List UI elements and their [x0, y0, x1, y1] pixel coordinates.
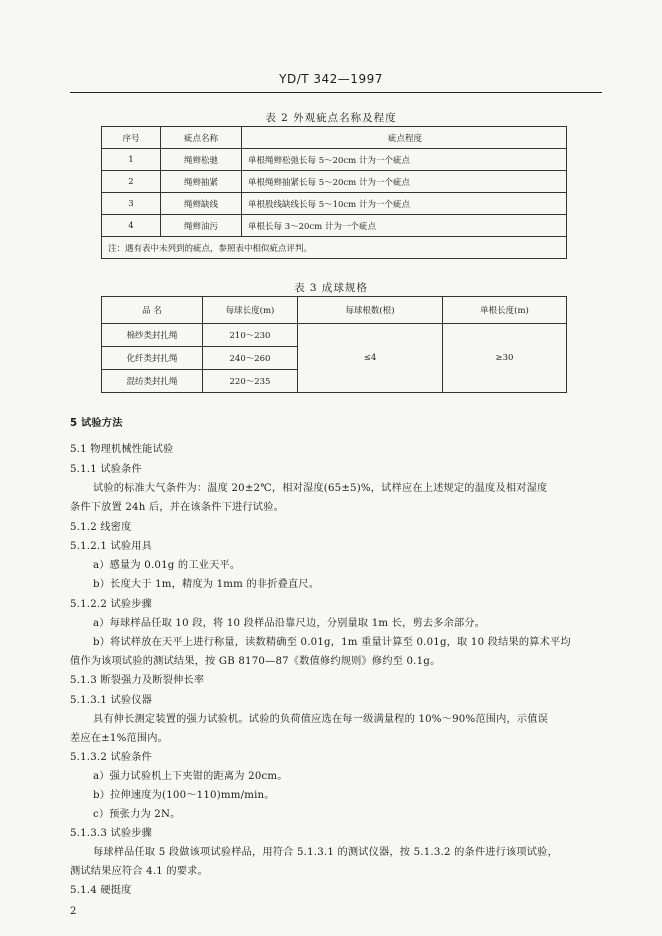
table-cell: 单根绳辫松弛长每 5～20cm 计为一个疵点 [242, 149, 567, 171]
table-cell: 混纺类封扎绳 [102, 370, 203, 393]
table3 [101, 296, 567, 393]
paragraph-line: a）感量为 0.01g 的工业天平。 [93, 560, 241, 571]
merged-length-cell: ≥30 [443, 324, 567, 393]
section-heading: 5.1.3.2 试验条件 [70, 752, 153, 763]
section-heading: 5.1.3.1 试验仪器 [70, 695, 153, 706]
table-cell: 240～260 [203, 347, 298, 370]
table2 [101, 126, 567, 259]
standard-header: YD/T 342—1997 [279, 72, 383, 86]
paragraph-line: 试验的标准大气条件为：温度 20±2℃，相对湿度(65±5)%，试样应在上述规定的温度及相对湿度 [93, 483, 548, 494]
header-rule [70, 92, 602, 93]
merged-count-cell: ≤4 [298, 324, 443, 393]
table-row [102, 193, 567, 215]
paragraph-line: b）长度大于 1m，精度为 1mm 的非折叠直尺。 [93, 579, 320, 590]
table-cell: 绳辫松驰 [161, 149, 242, 171]
column-header: 疵点名称 [161, 127, 242, 149]
column-header: 疵点程度 [242, 127, 567, 149]
paragraph-line: c）预张力为 2N。 [93, 809, 181, 820]
table-cell: 棉纱类封扎绳 [102, 324, 203, 347]
table-cell: 单根股线缺线长每 5～10cm 计为一个疵点 [242, 193, 567, 215]
table-row [102, 171, 567, 193]
column-header: 单根长度(m) [443, 297, 567, 324]
paragraph-line: a）强力试验机上下夹钳的距离为 20cm。 [93, 771, 288, 782]
column-header: 每球根数(根) [298, 297, 443, 324]
paragraph-line: 值作为该项试验的测试结果，按 GB 8170—87《数值修约规则》修约至 0.1g。 [70, 656, 441, 667]
section-heading: 5 试验方法 [70, 418, 123, 429]
paragraph-line: 具有伸长测定装置的强力试验机。试验的负荷值应选在每一级满量程的 10%～90%范围内，示值误 [93, 714, 549, 725]
paragraph-line: b）将试样放在天平上进行称量，读数精确至 0.01g，1m 重量计算至 0.01g，取 10 段结果的算术平均 [93, 637, 571, 648]
table-cell: 220～235 [203, 370, 298, 393]
table-cell: 2 [102, 171, 161, 193]
section-heading: 5.1.2.2 试验步骤 [70, 599, 153, 610]
table-cell: 4 [102, 215, 161, 237]
table-header-row [102, 127, 567, 149]
table2-caption: 表 2 外观疵点名称及程度 [265, 112, 397, 124]
section-heading: 5.1.2.1 试验用具 [70, 541, 153, 552]
table-row [102, 215, 567, 237]
table-note-row [102, 237, 567, 259]
table-cell: 绳辫缺线 [161, 193, 242, 215]
paragraph-line: b）拉伸速度为(100～110)mm/min。 [93, 790, 275, 801]
table-cell: 化纤类封扎绳 [102, 347, 203, 370]
table-row [102, 324, 567, 347]
table-cell: 210～230 [203, 324, 298, 347]
table-cell: 1 [102, 149, 161, 171]
column-header: 序号 [102, 127, 161, 149]
table-note: 注：遇有表中未列到的疵点，参照表中相似疵点评判。 [102, 237, 567, 259]
section-heading: 5.1.4 硬挺度 [70, 885, 132, 896]
paragraph-line: 差应在±1%范围内。 [70, 733, 169, 744]
table-cell: 3 [102, 193, 161, 215]
paragraph-line: a）每球样品任取 10 段，将 10 段样品沿靠尺边，分别量取 1m 长，剪去多余部分。 [93, 618, 486, 629]
table-cell: 单根绳辫抽紧长每 5～20cm 计为一个疵点 [242, 171, 567, 193]
table-row [102, 149, 567, 171]
section-heading: 5.1.2 线密度 [70, 522, 132, 533]
section-heading: 5.1.3 断裂强力及断裂伸长率 [70, 675, 205, 686]
section-heading: 5.1.3.3 试验步骤 [70, 828, 153, 839]
paragraph-line: 测试结果应符合 4.1 的要求。 [70, 866, 208, 877]
column-header: 每球长度(m) [203, 297, 298, 324]
table3-caption: 表 3 成球规格 [294, 282, 368, 294]
page-number: 2 [70, 906, 77, 917]
table-header-row [102, 297, 567, 324]
table-cell: 单根长每 3～20cm 计为一个疵点 [242, 215, 567, 237]
paragraph-line: 条件下放置 24h 后，并在该条件下进行试验。 [70, 502, 284, 513]
column-header: 品 名 [102, 297, 203, 324]
section-heading: 5.1 物理机械性能试验 [70, 444, 174, 455]
table-cell: 绳辫油污 [161, 215, 242, 237]
table-cell: 绳辫抽紧 [161, 171, 242, 193]
section-heading: 5.1.1 试验条件 [70, 464, 142, 475]
paragraph-line: 每球样品任取 5 段做该项试验样品，用符合 5.1.3.1 的测试仪器，按 5.1.3.2 的条件进行该项试验， [93, 847, 558, 858]
